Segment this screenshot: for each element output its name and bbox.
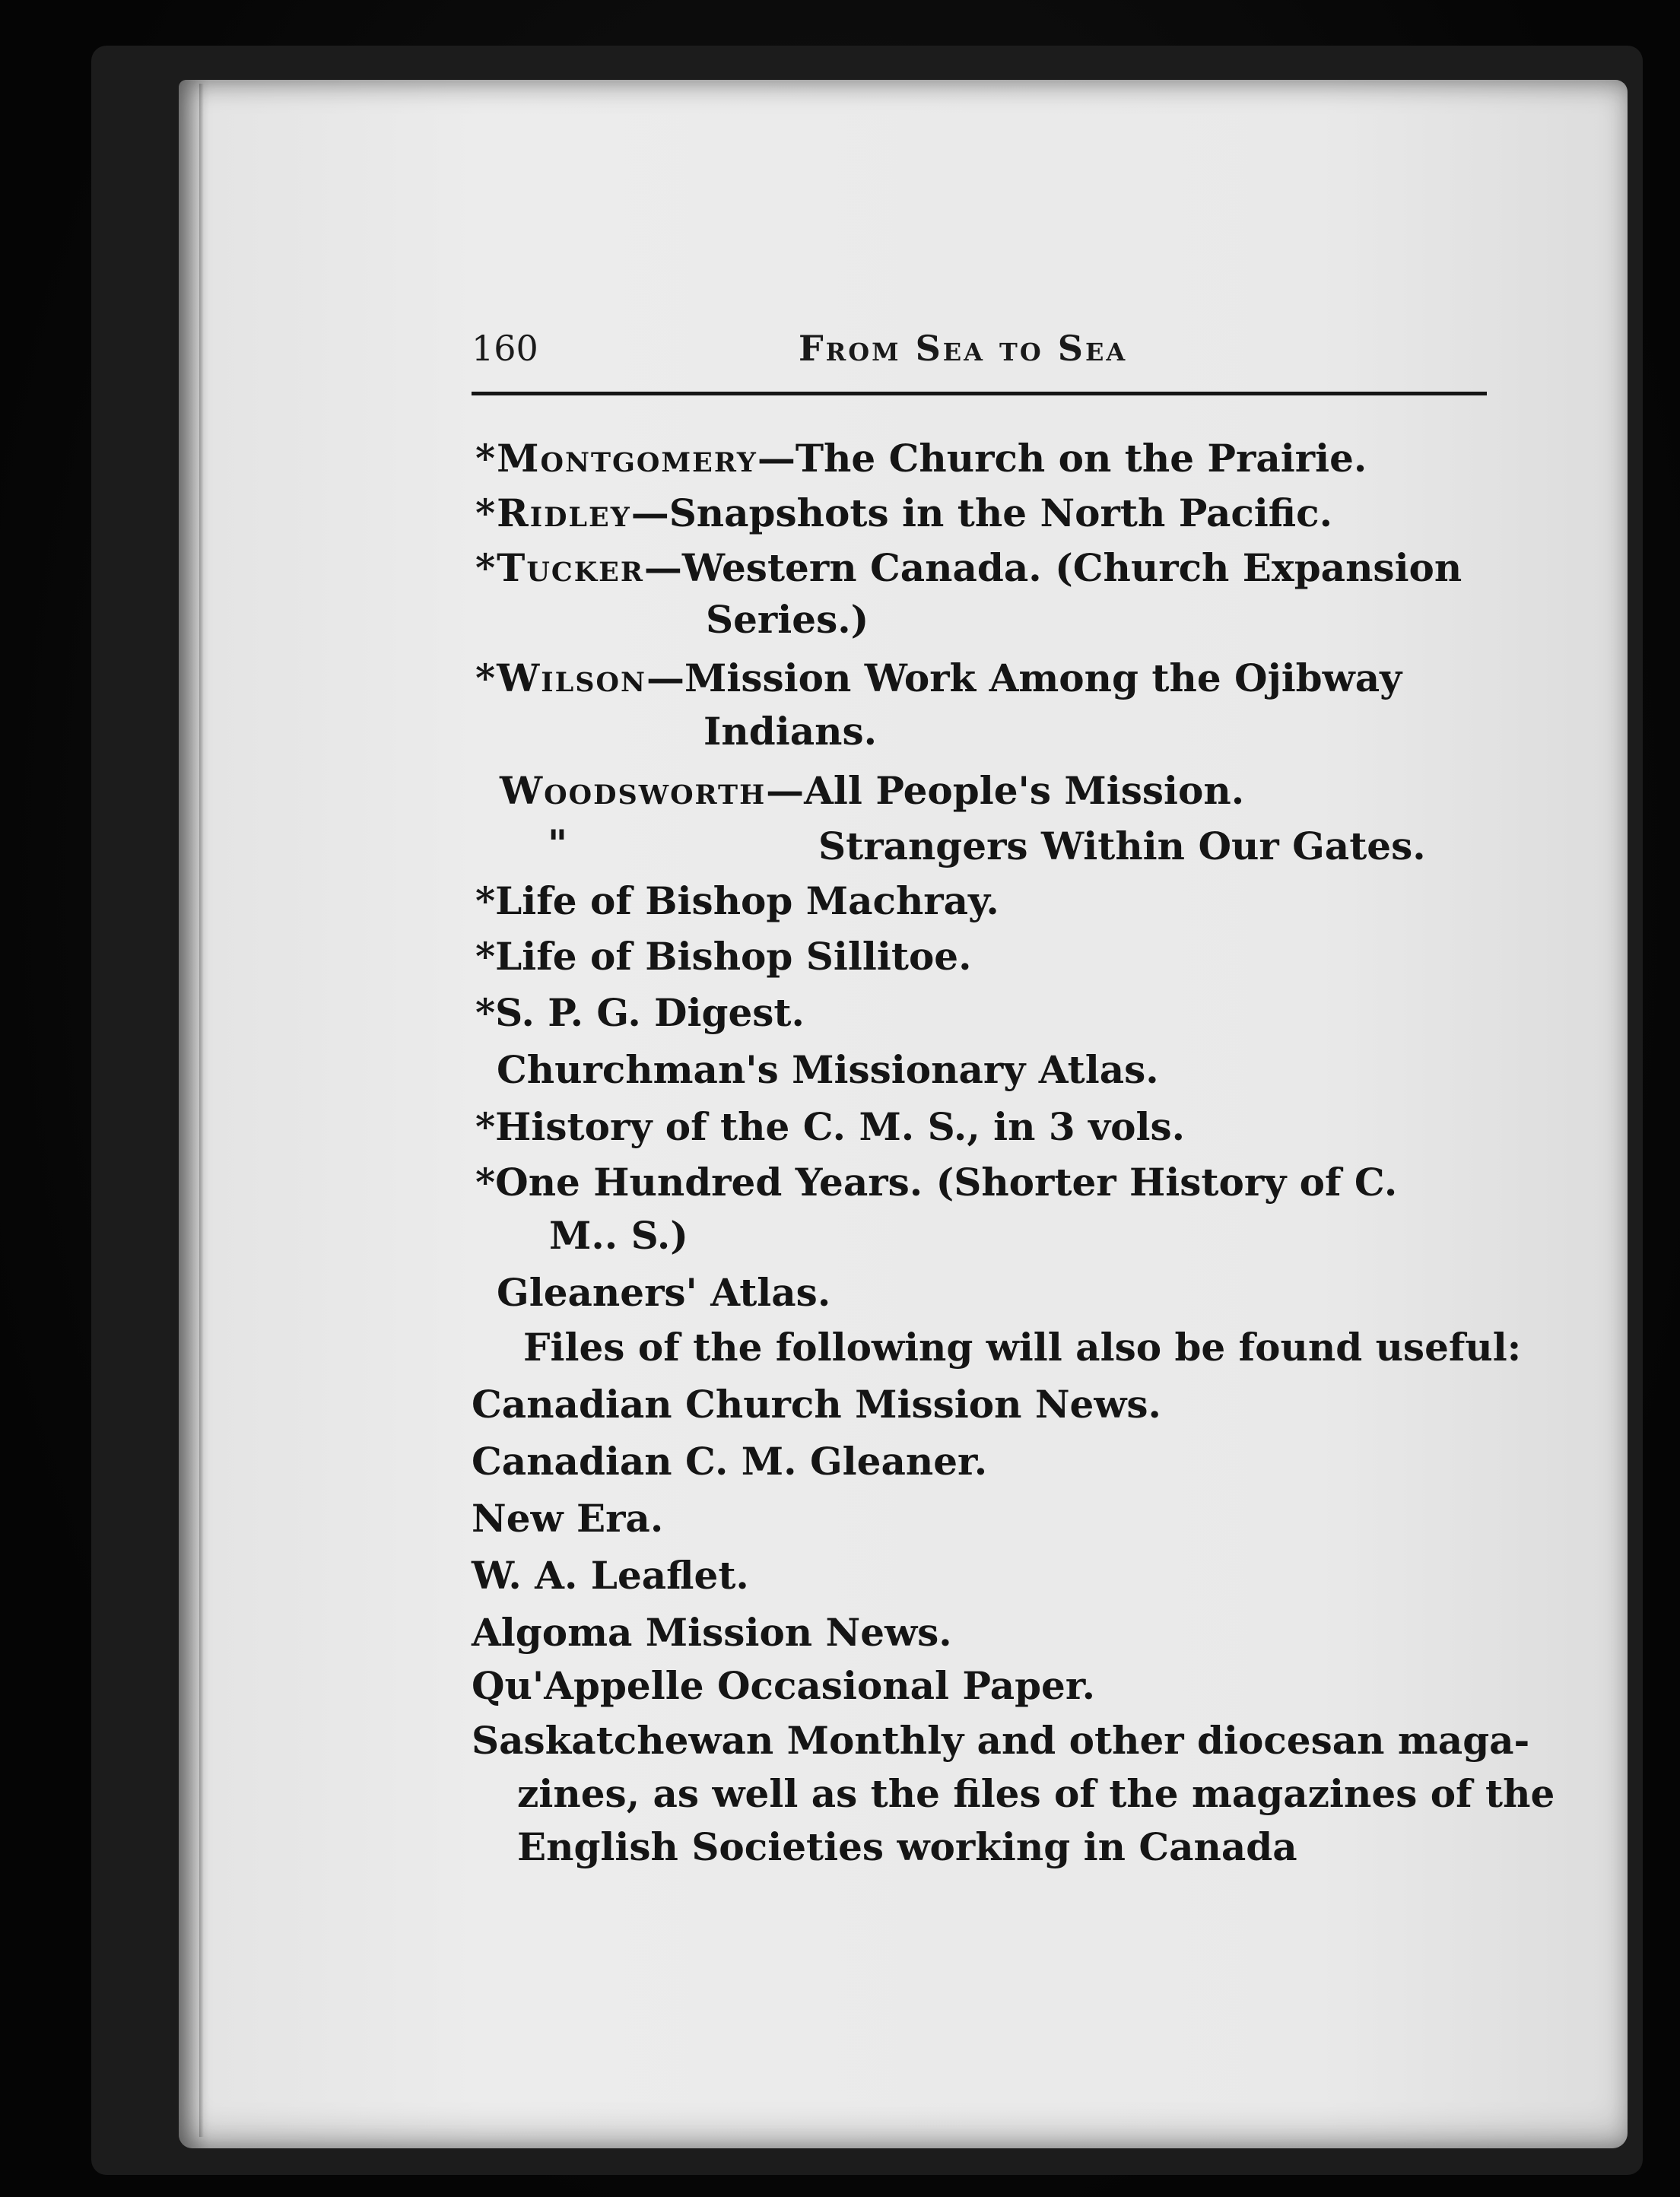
entry-wilson	[475, 656, 1402, 700]
file-item: W. A. Leaflet.	[472, 1553, 749, 1598]
entry-gleaners: Gleaners' Atlas.	[497, 1270, 831, 1315]
entry-woodsworth-2: Strangers Within Our Gates.	[818, 824, 1426, 868]
file-item: Saskatchewan Monthly and other diocesan maga-	[472, 1718, 1530, 1763]
entry-title: —All People's Mission.	[766, 768, 1245, 813]
entry-tucker-cont: Series.)	[706, 597, 869, 642]
files-intro: Files of the following will also be found useful:	[523, 1325, 1522, 1370]
entry-cms-history: *History of the C. M. S., in 3 vols.	[475, 1104, 1186, 1149]
entry-author: Woodsworth	[500, 768, 767, 813]
file-item: Algoma Mission News.	[472, 1610, 952, 1655]
entry-author: *Montgomery	[475, 436, 757, 481]
file-item: Canadian Church Mission News.	[472, 1382, 1161, 1427]
entry-ridley	[475, 491, 1332, 535]
entry-title: —Western Canada. (Church Expansion	[643, 545, 1462, 590]
entry-churchman: Churchman's Missionary Atlas.	[497, 1047, 1159, 1092]
entry-hundred-years: *One Hundred Years. (Shorter History of C.	[475, 1160, 1398, 1205]
entry-author: *Wilson	[475, 656, 647, 700]
entry-author: *Tucker	[475, 545, 644, 590]
file-item-cont: zines, as well as the files of the magazines of the	[517, 1771, 1555, 1816]
entry-sillitoe: *Life of Bishop Sillitoe.	[475, 934, 972, 979]
entry-tucker	[475, 545, 1491, 590]
page-number: 160	[472, 328, 538, 369]
file-item: Canadian C. M. Gleaner.	[472, 1439, 988, 1484]
entry-title: —Snapshots in the North Pacific.	[630, 491, 1332, 535]
file-item-cont: English Societies working in Canada	[517, 1824, 1297, 1869]
file-item: New Era.	[472, 1496, 664, 1541]
entry-montgomery	[475, 436, 1367, 481]
entry-title: —The Church on the Prairie.	[757, 436, 1367, 481]
ditto-mark: "	[548, 821, 568, 866]
entry-author: *Ridley	[475, 491, 631, 535]
running-title: From Sea to Sea	[799, 328, 1128, 369]
entry-spg: *S. P. G. Digest.	[475, 990, 805, 1035]
entry-woodsworth	[500, 768, 1245, 813]
entry-title: —Mission Work Among the Ojibway	[646, 656, 1402, 700]
entry-machray: *Life of Bishop Machray.	[475, 878, 999, 923]
entry-wilson-cont: Indians.	[703, 709, 878, 754]
entry-hundred-years-cont: M.. S.)	[549, 1213, 688, 1258]
file-item: Qu'Appelle Occasional Paper.	[472, 1663, 1096, 1708]
